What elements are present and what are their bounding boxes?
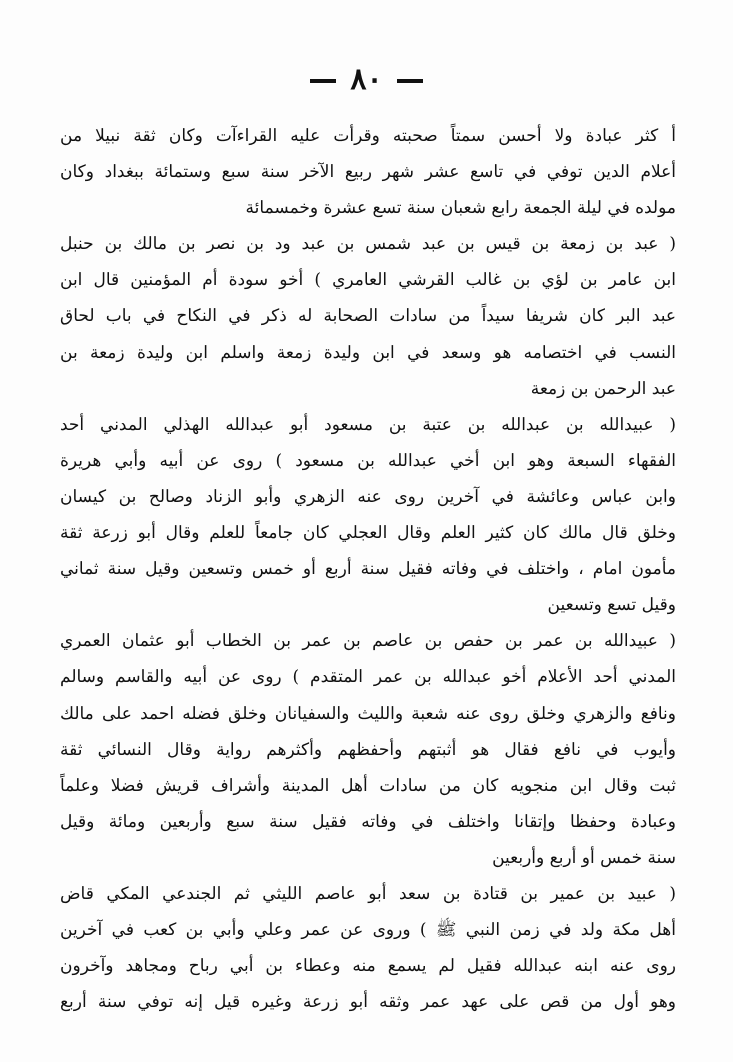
text-line: ثبت وقال ابن منجويه كان من سادات أهل المدينة وأشراف قريش فضلا وعلماً <box>60 775 676 796</box>
text-line: المدني أحد الأعلام أخو عبدالله بن عمر المتقدم ) روى عن أبيه والقاسم وسالم <box>60 667 676 688</box>
text-line: ( عبيدالله بن عبدالله بن عتبة بن مسعود أبو عبدالله الهذلي المدني أحد <box>60 414 676 435</box>
text-line: ونافع والزهري وخلق روى عنه شعبة والليث والسفيانان وخلق فضله احمد على مالك <box>60 703 676 724</box>
text-line: ( عبد بن زمعة بن قيس بن عبد شمس بن عبد ود بن نصر بن مالك بن حنبل <box>60 234 676 255</box>
body-text <box>60 118 676 1020</box>
text-line: وقيل تسع وتسعين <box>547 595 676 616</box>
text-line: عبد البر كان شريفا سيداً من سادات الصحابة له ذكر في النكاح في باب لحاق <box>60 306 676 327</box>
text-line: وأيوب في نافع فقال هو أثبتهم وأحفظهم وأكثرهم رواية وقال النسائي ثقة <box>60 739 676 760</box>
page-number-dash-left <box>310 79 336 83</box>
text-line: وخلق قال مالك كان كثير العلم وقال العجلي كان جامعاً للعلم وقال أبو زرعة ثقة <box>60 523 676 544</box>
page-number <box>0 62 733 98</box>
text-line: أ كثر عبادة ولا أحسن سمتاً صحبته وقرأت عليه القراءآت وكان ثقة نبيلا من <box>60 126 676 146</box>
text-line: وعبادة وحفظا وإتقانا واختلف في وفاته فقيل سنة سبع وأربعين ومائة وقيل <box>60 811 676 832</box>
page-number-text: ٨٠ <box>350 62 383 97</box>
text-line: مولده في ليلة الجمعة رابع شعبان سنة تسع عشرة وخمسمائة <box>245 198 676 219</box>
text-line: ( عبيدالله بن عمر بن حفص بن عاصم بن عمر بن الخطاب أبو عثمان العمري <box>60 631 676 652</box>
text-line: ( عبيد بن عمير بن قتادة بن سعد أبو عاصم الليثي ثم الجندعي المكي قاض <box>60 883 676 904</box>
text-line: الفقهاء السبعة وهو ابن أخي عبدالله بن مسعود ) روى عن أبيه وأبي هريرة <box>60 450 676 471</box>
text-line: ابن عامر بن لؤي بن غالب القرشي العامري ) أخو سودة أم المؤمنين قال ابن <box>60 270 676 291</box>
text-line: سنة خمس أو أربع وأربعين <box>492 847 676 868</box>
text-line: وهو أول من قص على عهد عمر وثقه أبو زرعة وغيره قيل إنه توفي سنة أربع <box>60 992 676 1013</box>
text-line: أهل مكة ولد في زمن النبي ﷺ ) وروى عن عمر وعلي وأبي بن كعب في آخرين <box>60 920 676 941</box>
text-line: مأمون امام ، واختلف في وفاته فقيل سنة أربع أو خمس وتسعين وقيل سنة ثماني <box>60 559 676 580</box>
page-number-dash-right <box>397 79 423 83</box>
text-line: روى عنه ابنه عبدالله فقيل لم يسمع منه وعطاء بن أبي رباح ومجاهد وآخرون <box>60 956 676 977</box>
text-line: أعلام الدين توفي في تاسع عشر شهر ربيع الآخر سنة سبع وستمائة ببغداد وكان <box>60 162 676 183</box>
text-line: وابن عباس وعائشة في آخرين روى عنه الزهري وأبو الزناد وصالح بن كيسان <box>60 486 676 507</box>
text-line: النسب في اختصامه هو وسعد في ابن وليدة زمعة واسلم ابن وليدة زمعة بن <box>60 342 676 363</box>
text-line: عبد الرحمن بن زمعة <box>530 378 676 399</box>
